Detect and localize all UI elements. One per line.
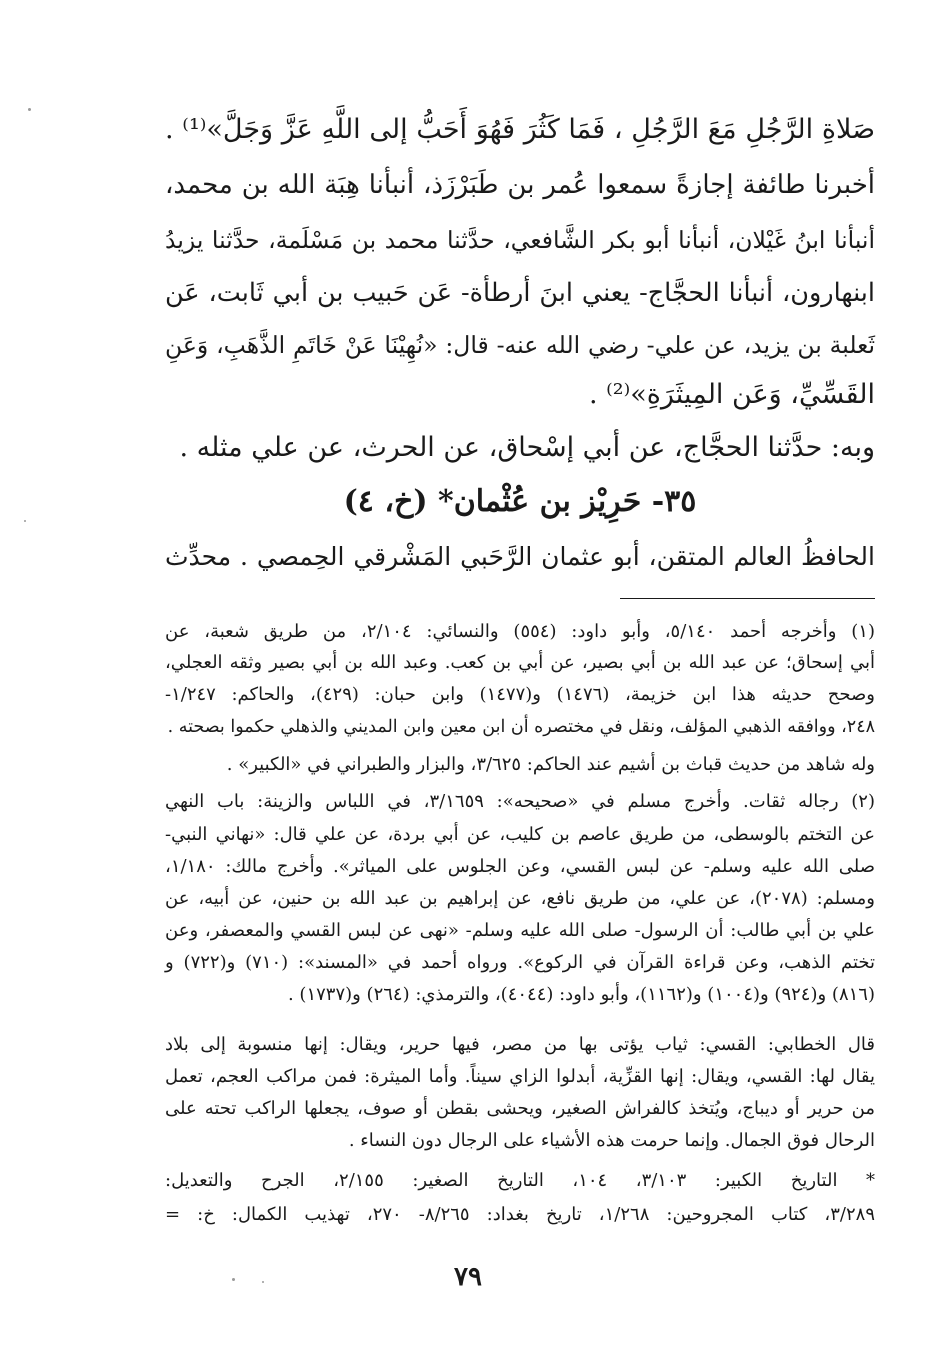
footnote-line-6: (٢) رجاله ثقات. وأخرج مسلم في «صحيحه»: ٣/١٦٥٩، في اللباس والزينة: باب النهي xyxy=(165,791,875,812)
footnote-line-18: ٣/٢٨٩، كتاب المجروحين: ١/٢٦٨، تاريخ بغداد: ٨/٢٦٥- ٢٧٠، تهذيب الكمال: خ: = xyxy=(165,1204,875,1225)
main-text-line-7: وبه: حدَّثنا الحجَّاج، عن أبي إسْحاق، عن الحرث، عن علي مثله . xyxy=(179,432,875,463)
scan-speck xyxy=(232,1278,235,1281)
footnote-line-5: وله شاهد من حديث قباث بن أشيم عند الحاكم: ٣/٦٢٥، والبزار والطبراني في «الكبير» . xyxy=(226,754,875,775)
footnote-line-15: من حرير أو ديباج، ويُتخذ كالفراش الصغير، ويحشى بقطن أو صوف، يجعلها الراكب تحته على xyxy=(165,1098,875,1119)
biography-heading: ٣٥- حَرِيْز بن عُثْمان* (خ، ٤) xyxy=(343,484,697,519)
footnote-line-14: يقال لها: القسي، ويقال: إنها القزِّية، أبدلوا الزاي سيناً. وأما الميثرة: فمن مراكب العجم، تعمل xyxy=(165,1066,875,1087)
scan-speck xyxy=(262,1281,264,1283)
footnote-line-12: (٨١٦) و(٩٢٤) و(١٠٠٤) و(١١٦٢)، وأبو داود: (٤٠٤٤)، والترمذي: (٢٦٤) و(١٧٣٧) . xyxy=(287,984,875,1005)
footnote-line-10: علي بن أبي طالب: أن الرسول- صلى الله عليه وسلم- «نهى عن لبس القسي والمعصفر، وعن xyxy=(165,920,875,941)
footnote-line-9: ومسلم: (٢٠٧٨)، عن علي، من طريق نافع، عن إبراهيم بن عبد الله بن حنين، عن أبيه، عن xyxy=(165,888,875,909)
biography-first-line: الحافظُ العالم المتقن، أبو عثمان الرَّحَبي المَشْرقي الحِمصي . محدِّث xyxy=(165,542,875,571)
scan-speck xyxy=(28,108,31,111)
main-text-line-3: أنبأنا ابنُ غَيْلان، أنبأنا أبو بكر الشَّافعي، حدَّثنا محمد بن مَسْلَمة، حدَّثنا يزيدُ xyxy=(165,226,875,254)
footnote-line-16: الرحال فوق الجمال. وإنما حرمت هذه الأشياء على الرجال دون النساء . xyxy=(348,1130,875,1151)
main-text-line-4: ابنهارون، أنبأنا الحجَّاج- يعني ابنَ أرطأة- عَن حَبيب بن أبي ثَابت، عَن xyxy=(165,278,875,308)
scan-speck xyxy=(24,520,26,522)
main-text-line-5: ثَعلبة بن يزيد، عن علي- رضي الله عنه- قال: «نُهِيْنَا عَنْ خَاتَمِ الذَّهَبِ، وَعَنِ xyxy=(165,331,875,359)
footnote-line-4: ٢٤٨، ووافقه الذهبي المؤلف، ونقل في مختصره أن ابن معين وابن المديني والذهلي حكموا بصحته . xyxy=(167,717,875,737)
footnote-line-7: عن التختم بالوسطى، من طريق عاصم بن كليب، عن أبي بردة، عن علي قال: «نهاني النبي- xyxy=(165,824,875,845)
footnote-line-2: أبي إسحاق؛ عن عبد الله بن أبي بصير، عن أبي بن كعب. وعبد الله بن أبي بصير وثقه العجلي، xyxy=(165,652,875,673)
footnote-line-11: تختم الذهب، وعن قراءة القرآن في الركوع». ورواه أحمد في «المسند»: (٧١٠) و(٧٢٢) و xyxy=(165,952,876,973)
main-text-line-6: القَسِّيِّ، وَعَن المِيثَرَةِ»⁽²⁾ . xyxy=(588,379,875,410)
main-text-line-1: صَلاةِ الرَّجُلِ مَعَ الرَّجُلِ ، فَمَا كَثُرَ فَهُوَ أَحَبُّ إلى اللَّهِ عَزَّ وَجَلَّ»⁽¹⁾ . xyxy=(165,114,875,145)
footnote-line-17: * التاريخ الكبير: ٣/١٠٣، ١٠٤، التاريخ الصغير: ٢/١٥٥، الجرح والتعديل: xyxy=(165,1170,876,1191)
footnote-line-3: وصحح حديثه هذا ابن خزيمة، (١٤٧٦) و(١٤٧٧) وابن حبان: (٤٢٩)، والحاكم: ١/٢٤٧- xyxy=(165,684,876,705)
footnote-line-8: صلى الله عليه وسلم- عن لبس القسي، وعن الجلوس على المياثر». وأخرج مالك: ١/١٨٠، xyxy=(165,856,875,877)
footnote-line-13: قال الخطابي: القسي: ثياب يؤتى بها من مصر، فيها حرير، ويقال: إنها منسوبة إلى بلاد xyxy=(165,1034,875,1055)
main-text-line-2: أخبرنا طائفة إجازةً سمعوا عُمر بن طَبَرْزَذ، أنبأنا هِبَة الله بن محمد، xyxy=(165,170,875,200)
footnote-separator xyxy=(620,598,875,599)
footnote-line-1: (١) وأخرجه أحمد ٥/١٤٠، وأبو داود: (٥٥٤) والنسائي: ٢/١٠٤، من طريق شعبة، عن xyxy=(165,621,875,642)
page-number: ٧٩ xyxy=(454,1262,482,1292)
